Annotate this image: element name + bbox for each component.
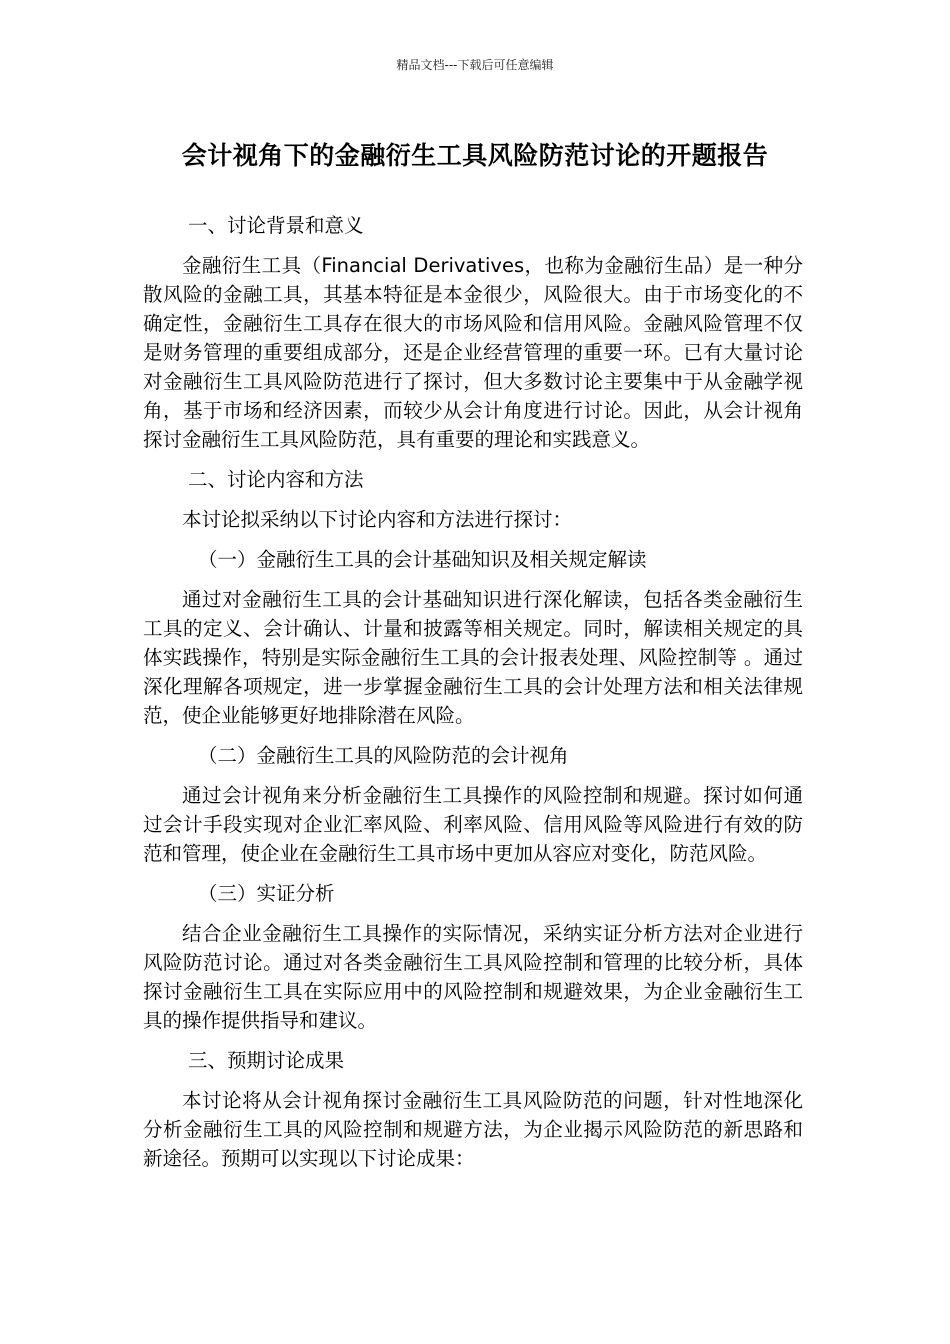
subheading-risk-accounting-view: （二）金融衍生工具的风险防范的会计视角 bbox=[198, 744, 569, 767]
document-body bbox=[143, 211, 803, 1173]
paragraph-expected-results: 本讨论将从会计视角探讨金融衍生工具风险防范的问题，针对性地深化分析金融衍生工具的风险控制和规避方法，为企业揭示风险防范的新思路和新途径。预期可以实现以下讨论成果： bbox=[143, 1089, 803, 1170]
paragraph-risk-accounting-view: 通过会计视角来分析金融衍生工具操作的风险控制和规避。探讨如何通过会计手段实现对企业汇率风险、利率风险、信用风险等风险进行有效的防范和管理，使企业在金融衍生工具市场中更加从容应对变化，防范风险。 bbox=[143, 784, 803, 865]
section-heading-background: 一、讨论背景和意义 bbox=[188, 214, 364, 237]
section-heading-content-method: 二、讨论内容和方法 bbox=[188, 468, 364, 491]
paragraph-content-intro: 本讨论拟采纳以下讨论内容和方法进行探讨： bbox=[182, 508, 573, 531]
paragraph-background: 金融衍生工具（Financial Derivatives，也称为金融衍生品）是一种分散风险的金融工具，其基本特征是本金很少，风险很大。由于市场变化的不确定性，金融衍生工具存在很大的市场风险和信用风险。金融风险管理不仅是财务管理的重要组成部分，还是企业经营管理的重要一环。已有大量讨论对金融衍生工具风险防范进行了探讨，但大多数讨论主要集中于从金融学视角，基于市场和经济因素，而较少从会计角度进行讨论。因此，从会计视角探讨金融衍生工具风险防范，具有重要的理论和实践意义。 bbox=[143, 254, 803, 451]
paragraph-accounting-basics: 通过对金融衍生工具的会计基础知识进行深化解读，包括各类金融衍生工具的定义、会计确认、计量和披露等相关规定。同时，解读相关规定的具体实践操作，特别是实际金融衍生工具的会计报表处理、风险控制等 。通过深化理解各项规定，进一步掌握金融衍生工具的会计处理方法和相关法律规范，使企业能够更好地排除潜在风险。 bbox=[143, 588, 803, 727]
subheading-accounting-basics: （一）金融衍生工具的会计基础知识及相关规定解读 bbox=[198, 548, 647, 571]
section-heading-expected-results: 三、预期讨论成果 bbox=[188, 1049, 345, 1072]
document-title: 会计视角下的金融衍生工具风险防范讨论的开题报告 bbox=[181, 141, 769, 170]
paragraph-empirical-analysis: 结合企业金融衍生工具操作的实际情况，采纳实证分析方法对企业进行风险防范讨论。通过对各类金融衍生工具风险控制和管理的比较分析，具体探讨金融衍生工具在实际应用中的风险控制和规避效果，为企业金融衍生工具的操作提供指导和建议。 bbox=[143, 922, 803, 1032]
subheading-empirical-analysis: （三）实证分析 bbox=[198, 882, 335, 905]
header-note: 精品文档---下载后可任意编辑 bbox=[396, 58, 554, 72]
